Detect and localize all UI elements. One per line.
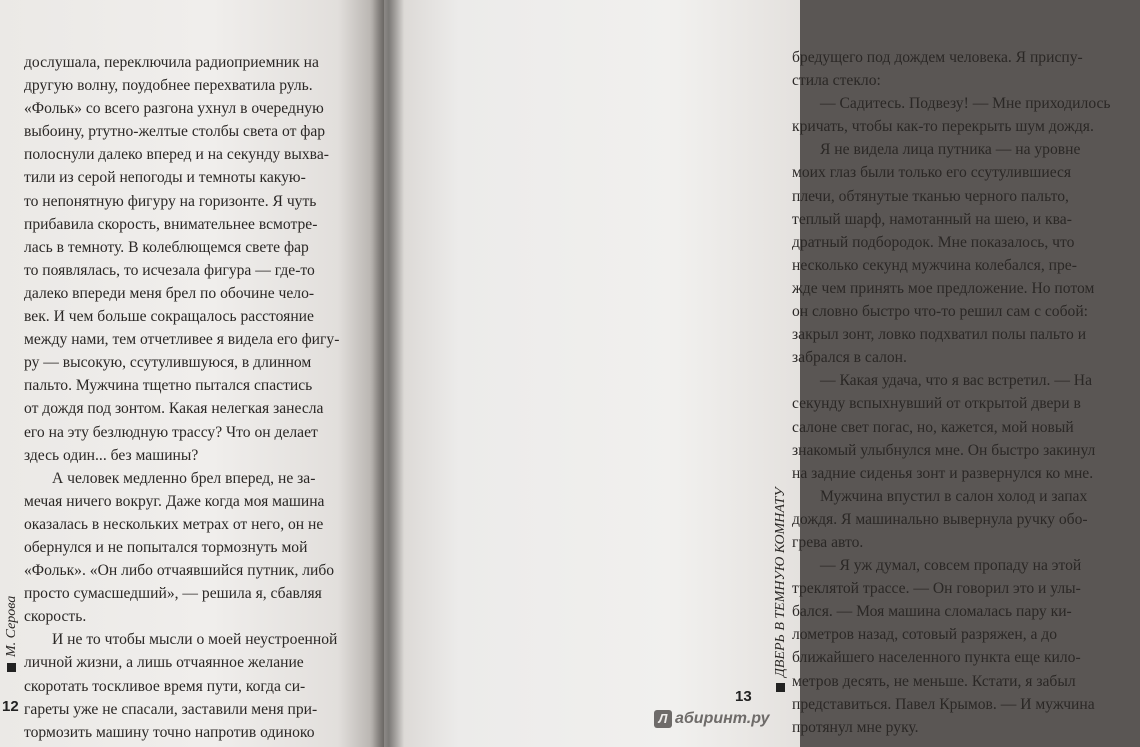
text-line: здесь один... без машины? [24, 446, 199, 464]
text-line: обернулся и не попытался тормознуть мой [24, 538, 308, 556]
right-page-text [792, 46, 1140, 739]
text-line: выбоину, ртутно-желтые столбы света от фар [24, 123, 326, 141]
text-line: — Какая удача, что я вас встретил. — На [820, 372, 1092, 390]
text-line: несколько секунд мужчина колебался, пре- [792, 256, 1077, 274]
text-line: гареты уже не спасали, заставили меня при- [24, 700, 318, 718]
text-line: стила стекло: [792, 72, 881, 90]
labirint-watermark [654, 710, 770, 728]
left-running-head [4, 596, 20, 672]
text-line: век. И чем больше сокращалось расстояние [24, 308, 314, 326]
text-line: И не то чтобы мысли о моей неустроенной [52, 631, 338, 649]
text-line: бался. — Моя машина сломалась пару ки- [792, 603, 1072, 621]
text-line: бредущего под дождем человека. Я приспу- [792, 49, 1083, 66]
text-line: далеко впереди меня брел по обочине чело- [24, 284, 315, 302]
text-line: лась в темноту. В колеблющемся свете фар [24, 238, 309, 256]
text-line: «Фольк». «Он либо отчаявшийся путник, либо [24, 562, 335, 580]
text-line: дождя. Я машинально вывернула ручку обо- [792, 510, 1088, 528]
text-line: другую волну, поудобнее перехватила руль. [24, 77, 313, 95]
text-line: плечи, обтянутые тканью черного пальто, [792, 187, 1069, 205]
text-line: грева авто. [792, 533, 864, 551]
text-line: жде чем принять мое предложение. Но потом [792, 279, 1095, 297]
text-line: скорость. [24, 608, 87, 626]
text-line: ближайшего населенного пункта еще кило- [792, 649, 1081, 667]
text-line: скоротать тоскливое время пути, когда си- [24, 677, 306, 695]
text-line: полоснули далеко вперед и на секунду выхва- [24, 146, 329, 164]
text-line: Я не видела лица путника — на уровне [820, 141, 1081, 159]
text-line: протянул мне руку. [792, 718, 919, 736]
running-head-square-icon [776, 683, 785, 692]
text-line: знакомый улыбнулся мне. Он быстро закинул [792, 441, 1096, 459]
right-running-head [773, 487, 789, 692]
book-gutter [370, 0, 404, 747]
text-line: между нами, тем отчетливее я видела его фигу- [24, 331, 340, 349]
text-line: его на эту безлюдную трассу? Что он делает [24, 423, 318, 441]
text-line: дратный подбородок. Мне показалось, что [792, 233, 1075, 251]
text-line: то непонятную фигуру на горизонте. Я чуть [24, 192, 317, 210]
text-line: лометров назад, сотовый разряжен, а до [792, 626, 1058, 644]
text-line: «Фольк» со всего разгона ухнул в очередную [24, 100, 324, 118]
text-line: на задние сиденья зонт и развернулся ко мне. [792, 464, 1094, 482]
labirint-logo-icon: Л [654, 710, 672, 728]
text-line: личной жизни, а лишь отчаянное желание [24, 654, 304, 672]
left-page-number: 12 [2, 698, 19, 715]
left-running-head-text: М. Серова [4, 595, 19, 657]
text-line: моих глаз были только его ссутулившиеся [792, 164, 1072, 182]
text-line: — Садитесь. Подвезу! — Мне приходилось [820, 95, 1111, 113]
text-line: просто сумасшедший», — решила я, сбавляя [24, 585, 322, 603]
text-line: то появлялась, то исчезала фигура — где-то [24, 261, 315, 279]
text-line: тили из серой непогоды и темноты какую- [24, 169, 306, 187]
text-line: представиться. Павел Крымов. — И мужчина [792, 695, 1095, 713]
text-line: оказалась в нескольких метрах от него, он не [24, 515, 324, 533]
text-line: он словно быстро что-то решил сам с собой: [792, 303, 1089, 321]
text-line: тормозить машину точно напротив одиноко [24, 723, 315, 741]
text-line: теплый шарф, намотанный на шею, и ква- [792, 210, 1072, 228]
left-page-text [24, 51, 360, 744]
text-line: Мужчина впустил в салон холод и запах [820, 487, 1088, 505]
text-line: А человек медленно брел вперед, не за- [52, 469, 316, 487]
right-page-number: 13 [735, 688, 752, 705]
running-head-square-icon [7, 663, 16, 672]
left-page [0, 0, 384, 747]
text-line: треклятой трассе. — Он говорил это и улы- [792, 580, 1081, 598]
text-line: от дождя под зонтом. Какая нелегкая занесла [24, 400, 324, 418]
text-line: мечая ничего вокруг. Даже когда моя машина [24, 492, 325, 510]
text-line: салоне свет погас, но, кажется, мой новый [792, 418, 1074, 436]
text-line: закрыл зонт, ловко подхватил полы пальто и [792, 326, 1087, 344]
text-line: прибавила скорость, внимательнее всмотре- [24, 215, 318, 233]
text-line: ру — высокую, ссутулившуюся, в длинном [24, 354, 312, 372]
text-line: дослушала, переключила радиоприемник на [24, 54, 319, 71]
text-line: кричать, чтобы как-то перекрыть шум дождя. [792, 118, 1094, 136]
right-page [384, 0, 1111, 747]
text-line: метров десять, не меньше. Кстати, я забыл [792, 672, 1076, 690]
text-line: — Я уж думал, совсем пропаду на этой [820, 557, 1082, 575]
text-line: пальто. Мужчина тщетно пытался спастись [24, 377, 313, 395]
text-line: секунду вспыхнувший от открытой двери в [792, 395, 1081, 413]
right-running-head-text: ДВЕРЬ В ТЕМНУЮ КОМНАТУ [773, 487, 788, 677]
text-line: забрался в салон. [792, 349, 907, 367]
watermark-text: абиринт.ру [675, 710, 770, 727]
